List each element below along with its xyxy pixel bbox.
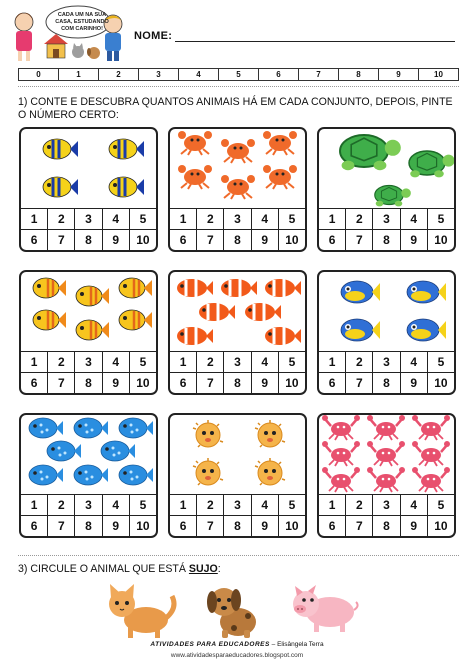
number-option[interactable]: 7 — [197, 373, 224, 393]
orange-crab-icon — [263, 165, 297, 189]
number-option[interactable]: 4 — [103, 209, 130, 229]
pink-crab-icon — [322, 467, 360, 492]
number-option[interactable]: 8 — [224, 373, 251, 393]
number-option[interactable]: 2 — [346, 352, 373, 372]
instruction-text: 1) CONTE E DESCUBRA QUANTOS ANIMAIS HÁ EM CADA CONJUNTO, DEPOIS, PINTE O NÚMERO CERTO: — [18, 96, 453, 121]
number-option[interactable]: 3 — [373, 495, 400, 515]
blue-spotted-fish-icon — [119, 418, 153, 438]
question-3-highlight: SUJO — [188, 563, 218, 575]
clownfish-icon — [177, 279, 213, 297]
number-grid-row — [170, 515, 305, 536]
pink-crab-icon-group — [319, 415, 454, 495]
number-option[interactable]: 10 — [136, 233, 150, 247]
clownfish-icon — [177, 327, 213, 345]
number-option[interactable]: 7 — [48, 516, 75, 536]
number-grid-row — [319, 209, 454, 229]
number-grid-row — [319, 352, 454, 372]
number-grid-row — [170, 352, 305, 372]
yellow-blue-fish-icon — [43, 177, 78, 197]
logo-text: CADA UM NA SUA CASA, ESTUDANDO COM CARINHO! — [55, 12, 109, 32]
blue-spotted-fish-icon — [74, 465, 108, 485]
counting-panel — [168, 413, 307, 538]
pufferfish-icon-group — [170, 415, 305, 495]
orange-crab-icon-group — [170, 129, 305, 209]
footer-credit-rest: – Elisângela Terra — [269, 641, 324, 648]
clownfish-icon-group — [170, 272, 305, 352]
orange-crab-icon — [178, 165, 212, 189]
green-turtle-icon-group — [319, 129, 454, 209]
number-option[interactable]: 5 — [288, 212, 296, 226]
number-option[interactable]: 10 — [136, 519, 150, 533]
number-option[interactable]: 1 — [21, 495, 48, 515]
number-option[interactable]: 2 — [197, 209, 224, 229]
number-option[interactable]: 9 — [401, 230, 428, 250]
number-option[interactable]: 10 — [136, 376, 150, 390]
number-strip-cell: 8 — [339, 69, 379, 80]
number-grid-row — [170, 495, 305, 515]
pufferfish-icon — [193, 420, 223, 447]
number-option[interactable]: 2 — [346, 495, 373, 515]
number-option[interactable]: 3 — [373, 352, 400, 372]
number-option[interactable]: 7 — [197, 230, 224, 250]
number-grid-row — [319, 372, 454, 393]
number-option[interactable]: 5 — [437, 212, 445, 226]
yellow-blue-fish-icon — [109, 139, 144, 159]
number-option[interactable]: 6 — [319, 230, 346, 250]
cat-icon[interactable] — [100, 578, 180, 640]
number-option[interactable]: 6 — [319, 516, 346, 536]
divider — [18, 555, 459, 556]
number-option[interactable]: 9 — [103, 230, 130, 250]
number-grid — [319, 208, 454, 250]
number-option[interactable]: 1 — [319, 495, 346, 515]
pink-crab-icon — [412, 467, 450, 492]
counting-panel — [317, 270, 456, 395]
number-grid-row — [319, 229, 454, 250]
number-grid-row — [21, 209, 156, 229]
number-option[interactable]: 3 — [75, 352, 102, 372]
number-option[interactable]: 1 — [319, 209, 346, 229]
counting-panel — [19, 270, 158, 395]
number-grid-row — [21, 372, 156, 393]
number-grid-row — [21, 352, 156, 372]
number-grid-row — [170, 229, 305, 250]
footer-credit-bold: ATIVIDADES PARA EDUCADORES — [150, 641, 270, 648]
question-3-prefix: 3) CIRCULE O ANIMAL QUE ESTÁ — [18, 563, 189, 575]
number-option[interactable]: 8 — [224, 516, 251, 536]
number-option[interactable]: 2 — [48, 209, 75, 229]
number-option[interactable]: 4 — [252, 352, 279, 372]
blue-spotted-fish-icon — [119, 465, 153, 485]
number-option[interactable]: 3 — [224, 495, 251, 515]
number-option[interactable]: 8 — [75, 373, 102, 393]
pink-crab-icon — [367, 441, 405, 466]
number-option[interactable]: 3 — [75, 209, 102, 229]
number-grid — [21, 494, 156, 536]
blue-fish-icon — [341, 281, 380, 303]
green-turtle-icon — [375, 186, 411, 207]
yellow-fish-icon — [33, 278, 66, 298]
yellow-fish-icon — [119, 310, 152, 330]
orange-crab-icon — [263, 131, 297, 155]
number-strip-cell: 10 — [434, 70, 443, 79]
number-strip-cell: 2 — [99, 69, 139, 80]
blue-spotted-fish-icon-group — [21, 415, 156, 495]
number-option[interactable]: 7 — [346, 373, 373, 393]
number-grid — [21, 208, 156, 250]
number-option[interactable]: 6 — [170, 516, 197, 536]
footer-credit — [0, 641, 474, 648]
name-field[interactable] — [175, 41, 455, 42]
number-grid — [170, 208, 305, 250]
pufferfish-icon — [193, 458, 223, 485]
number-strip-cell: 4 — [179, 69, 219, 80]
number-option[interactable]: 7 — [48, 373, 75, 393]
pink-crab-icon — [367, 467, 405, 492]
number-option[interactable]: 1 — [170, 209, 197, 229]
number-option[interactable]: 3 — [75, 495, 102, 515]
clownfish-icon — [245, 303, 281, 321]
clownfish-icon — [221, 279, 257, 297]
number-option[interactable]: 9 — [103, 516, 130, 536]
number-option[interactable]: 4 — [252, 495, 279, 515]
number-option[interactable]: 6 — [21, 373, 48, 393]
number-option[interactable]: 4 — [401, 352, 428, 372]
name-label: NOME: — [134, 30, 173, 42]
blue-spotted-fish-icon — [29, 465, 63, 485]
pig-icon[interactable] — [286, 582, 361, 636]
pufferfish-icon — [255, 420, 285, 447]
yellow-blue-fish-icon — [43, 139, 78, 159]
blue-fish-icon — [407, 319, 446, 341]
number-option[interactable]: 2 — [197, 352, 224, 372]
number-option[interactable]: 5 — [288, 498, 296, 512]
clownfish-icon — [199, 303, 235, 321]
number-option[interactable]: 4 — [401, 495, 428, 515]
number-grid-row — [319, 515, 454, 536]
orange-crab-icon — [221, 139, 255, 163]
yellow-fish-icon — [76, 320, 109, 340]
number-strip-cell: 5 — [219, 69, 259, 80]
number-option[interactable]: 10 — [434, 233, 448, 247]
number-option[interactable]: 9 — [252, 230, 279, 250]
number-option[interactable]: 9 — [252, 373, 279, 393]
counting-panel — [168, 127, 307, 252]
blue-spotted-fish-icon — [29, 418, 63, 438]
dog-icon[interactable] — [198, 578, 268, 640]
yellow-fish-icon-group — [21, 272, 156, 352]
number-option[interactable]: 9 — [103, 373, 130, 393]
counting-panel — [317, 127, 456, 252]
number-option[interactable]: 9 — [252, 516, 279, 536]
counting-panel — [168, 270, 307, 395]
number-option[interactable]: 1 — [21, 352, 48, 372]
number-option[interactable]: 2 — [346, 209, 373, 229]
number-option[interactable]: 2 — [197, 495, 224, 515]
number-strip-cell: 6 — [259, 69, 299, 80]
number-grid-row — [21, 495, 156, 515]
number-option[interactable]: 7 — [346, 516, 373, 536]
number-grid — [170, 494, 305, 536]
yellow-blue-fish-icon — [109, 177, 144, 197]
number-option[interactable]: 1 — [319, 352, 346, 372]
number-strip-cell: 3 — [139, 69, 179, 80]
question-3-suffix: : — [217, 563, 221, 575]
number-option[interactable]: 2 — [48, 495, 75, 515]
number-option[interactable]: 6 — [319, 373, 346, 393]
clownfish-icon — [265, 279, 301, 297]
blue-fish-icon — [407, 281, 446, 303]
number-option[interactable]: 10 — [285, 519, 299, 533]
pink-crab-icon — [322, 441, 360, 466]
question-3 — [18, 563, 221, 575]
number-option[interactable]: 4 — [103, 352, 130, 372]
number-option[interactable]: 6 — [170, 373, 197, 393]
number-option[interactable]: 5 — [139, 498, 147, 512]
number-grid-row — [170, 209, 305, 229]
number-grid — [319, 351, 454, 393]
number-strip-cell: 9 — [379, 69, 419, 80]
pink-crab-icon — [412, 441, 450, 466]
number-option[interactable]: 5 — [437, 498, 445, 512]
blue-spotted-fish-icon — [47, 441, 81, 461]
number-option[interactable]: 8 — [224, 230, 251, 250]
number-option[interactable]: 8 — [75, 230, 102, 250]
number-option[interactable]: 8 — [373, 230, 400, 250]
number-option[interactable]: 10 — [434, 376, 448, 390]
green-turtle-icon — [409, 151, 454, 177]
number-option[interactable]: 4 — [103, 495, 130, 515]
orange-crab-icon — [178, 131, 212, 155]
number-option[interactable]: 6 — [170, 230, 197, 250]
number-option[interactable]: 9 — [401, 516, 428, 536]
number-option[interactable]: 7 — [48, 230, 75, 250]
number-option[interactable]: 3 — [224, 352, 251, 372]
pink-crab-icon — [367, 415, 405, 440]
number-option[interactable]: 5 — [437, 355, 445, 369]
blue-fish-icon-group — [319, 272, 454, 352]
green-turtle-icon — [340, 135, 401, 170]
yellow-blue-fish-icon-group — [21, 129, 156, 209]
number-option[interactable]: 8 — [75, 516, 102, 536]
number-option[interactable]: 7 — [197, 516, 224, 536]
pink-crab-icon — [412, 415, 450, 440]
number-option[interactable]: 5 — [288, 355, 296, 369]
number-option[interactable]: 8 — [373, 516, 400, 536]
number-option[interactable]: 6 — [21, 516, 48, 536]
counting-panel — [317, 413, 456, 538]
counting-panel — [19, 127, 158, 252]
yellow-fish-icon — [119, 278, 152, 298]
pufferfish-icon — [255, 458, 285, 485]
number-grid — [170, 351, 305, 393]
number-option[interactable]: 7 — [346, 230, 373, 250]
blue-spotted-fish-icon — [101, 441, 135, 461]
number-option[interactable]: 6 — [21, 230, 48, 250]
yellow-fish-icon — [76, 286, 109, 306]
number-grid-row — [319, 495, 454, 515]
number-grid-row — [21, 515, 156, 536]
divider — [18, 86, 459, 87]
number-option[interactable]: 10 — [285, 376, 299, 390]
number-option[interactable]: 3 — [373, 209, 400, 229]
blue-fish-icon — [341, 319, 380, 341]
number-grid — [21, 351, 156, 393]
number-strip-cell: 7 — [299, 69, 339, 80]
number-grid — [319, 494, 454, 536]
number-option[interactable]: 4 — [401, 209, 428, 229]
number-option[interactable]: 4 — [252, 209, 279, 229]
pink-crab-icon — [322, 415, 360, 440]
logo — [6, 4, 126, 66]
number-option[interactable]: 5 — [139, 355, 147, 369]
footer-url[interactable]: www.atividadesparaeducadores.blogspot.com — [170, 652, 304, 659]
number-strip — [18, 68, 459, 81]
number-option[interactable]: 1 — [170, 495, 197, 515]
orange-crab-icon — [221, 175, 255, 199]
number-option[interactable]: 3 — [224, 209, 251, 229]
number-option[interactable]: 9 — [401, 373, 428, 393]
number-grid-row — [170, 372, 305, 393]
number-option[interactable]: 2 — [48, 352, 75, 372]
counting-panel — [19, 413, 158, 538]
number-grid-row — [21, 229, 156, 250]
number-option[interactable]: 5 — [139, 212, 147, 226]
number-option[interactable]: 10 — [285, 233, 299, 247]
clownfish-icon — [265, 327, 301, 345]
number-option[interactable]: 1 — [21, 209, 48, 229]
blue-spotted-fish-icon — [74, 418, 108, 438]
number-option[interactable]: 1 — [170, 352, 197, 372]
number-option[interactable]: 8 — [373, 373, 400, 393]
yellow-fish-icon — [33, 310, 66, 330]
number-strip-cell: 1 — [59, 69, 99, 80]
number-option[interactable]: 10 — [434, 519, 448, 533]
number-strip-cell: 0 — [19, 69, 59, 80]
